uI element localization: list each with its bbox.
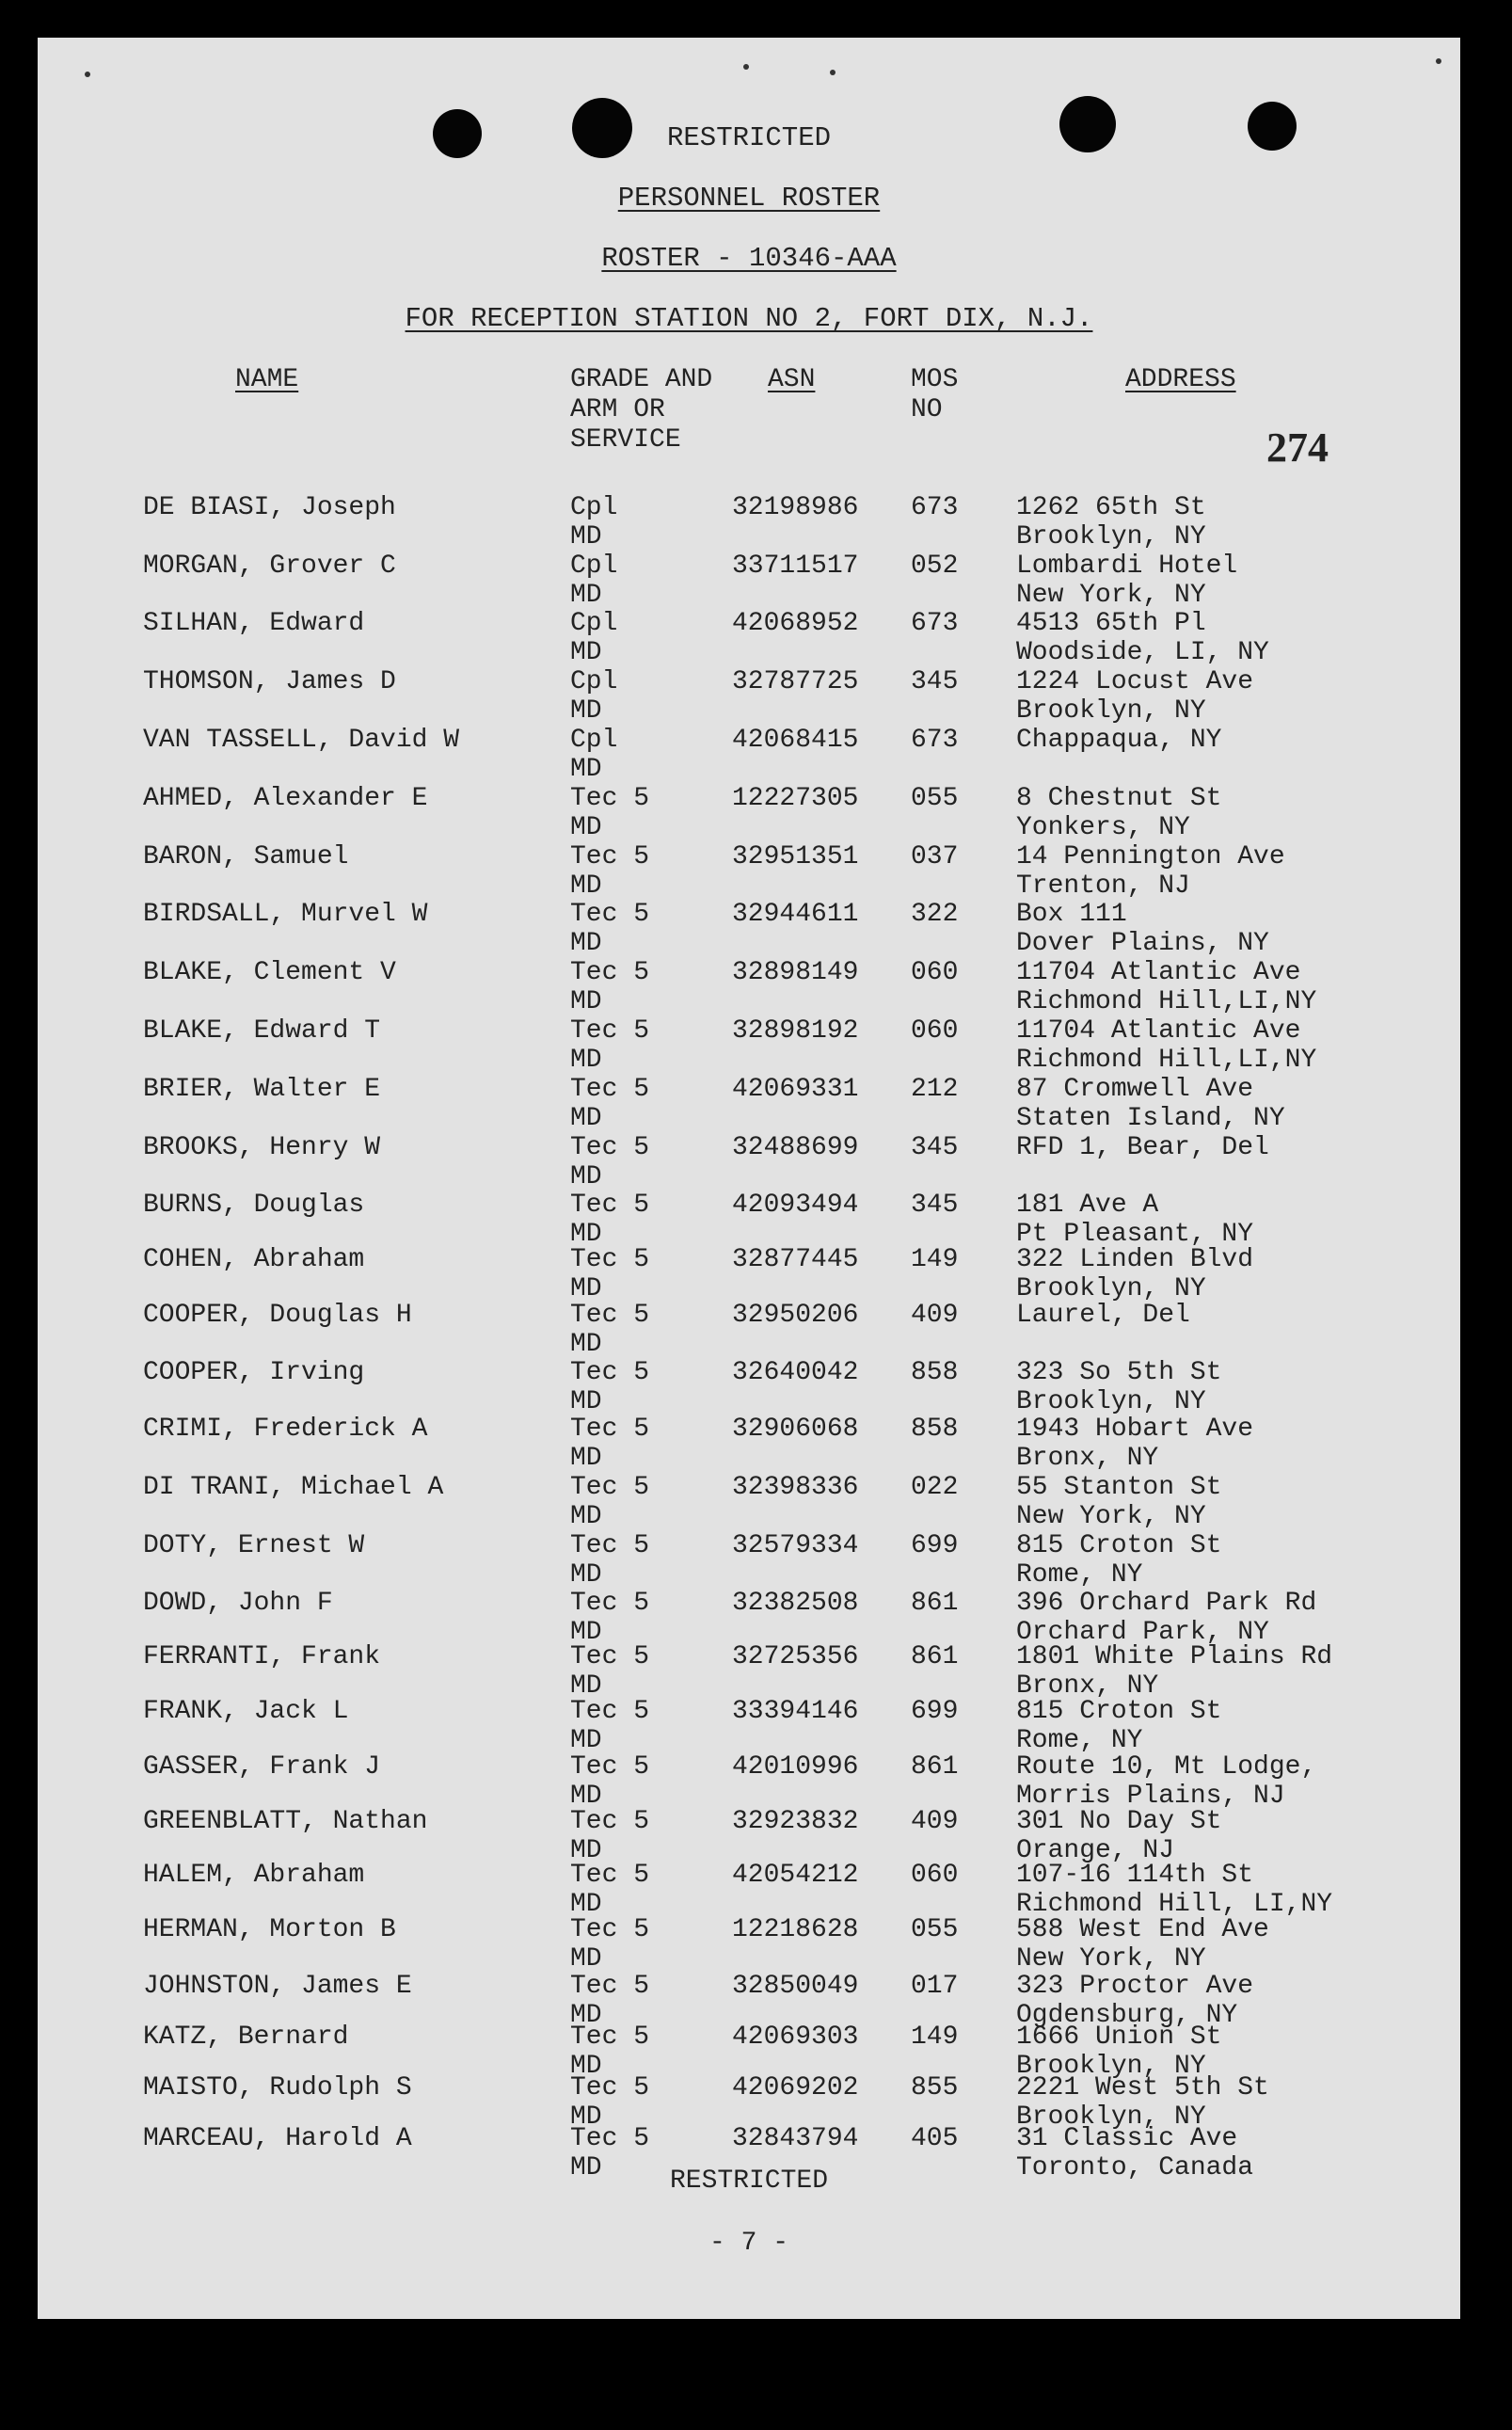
roster-address: 31 Classic Ave Toronto, Canada	[1016, 2124, 1254, 2182]
roster-grade: Cpl MD	[570, 493, 618, 552]
roster-name: BLAKE, Edward T	[143, 1016, 381, 1046]
roster-mos: 149	[911, 2022, 959, 2052]
roster-grade: Tec 5 MD	[570, 1016, 650, 1075]
roster-grade: Tec 5 MD	[570, 1245, 650, 1303]
roster-mos: 855	[911, 2073, 959, 2102]
roster-asn: 12227305	[732, 784, 859, 813]
roster-name: GASSER, Frank J	[143, 1752, 381, 1782]
roster-asn: 32944611	[732, 900, 859, 929]
roster-address: Box 111 Dover Plains, NY	[1016, 900, 1269, 958]
speck	[1436, 58, 1441, 64]
roster-row	[38, 2022, 1460, 2081]
roster-asn: 33394146	[732, 1697, 859, 1726]
roster-address: 4513 65th Pl Woodside, LI, NY	[1016, 609, 1269, 667]
roster-grade: Tec 5 MD	[570, 1589, 650, 1647]
roster-grade: Tec 5 MD	[570, 1191, 650, 1249]
roster-grade: Tec 5 MD	[570, 1301, 650, 1359]
roster-row	[38, 784, 1460, 842]
page-number: - 7 -	[708, 2229, 788, 2258]
roster-address: 588 West End Ave New York, NY	[1016, 1915, 1269, 1974]
column-header-name: NAME	[235, 365, 299, 394]
roster-row	[38, 1358, 1460, 1416]
roster-grade: Tec 5 MD	[570, 1358, 650, 1416]
roster-name: FERRANTI, Frank	[143, 1642, 381, 1671]
roster-mos: 409	[911, 1301, 959, 1330]
roster-asn: 32950206	[732, 1301, 859, 1330]
roster-name: JOHNSTON, James E	[143, 1972, 412, 2001]
roster-grade: Tec 5 MD	[570, 842, 650, 901]
roster-asn: 32898149	[732, 958, 859, 987]
roster-address: Lombardi Hotel New York, NY	[1016, 552, 1238, 610]
roster-grade: Tec 5 MD	[570, 1752, 650, 1811]
roster-mos: 861	[911, 1589, 959, 1618]
roster-name: BURNS, Douglas	[143, 1191, 365, 1220]
roster-row	[38, 1473, 1460, 1531]
roster-address: 1943 Hobart Ave Bronx, NY	[1016, 1415, 1254, 1473]
roster-row	[38, 958, 1460, 1016]
restricted-header: RESTRICTED	[666, 122, 832, 153]
roster-row	[38, 726, 1460, 784]
roster-grade: Tec 5 MD	[570, 1075, 650, 1133]
roster-address: 1801 White Plains Rd Bronx, NY	[1016, 1642, 1333, 1701]
roster-asn: 42069303	[732, 2022, 859, 2052]
roster-row	[38, 1301, 1460, 1359]
roster-asn: 33711517	[732, 552, 859, 581]
roster-grade: Tec 5 MD	[570, 1473, 650, 1531]
roster-name: MORGAN, Grover C	[143, 552, 396, 581]
roster-address: 8 Chestnut St Yonkers, NY	[1016, 784, 1222, 842]
roster-row	[38, 609, 1460, 667]
roster-row	[38, 1589, 1460, 1647]
roster-row	[38, 1915, 1460, 1974]
roster-mos: 037	[911, 842, 959, 871]
roster-name: THOMSON, James D	[143, 667, 396, 696]
roster-asn: 32877445	[732, 1245, 859, 1274]
roster-address: 11704 Atlantic Ave Richmond Hill,LI,NY	[1016, 958, 1317, 1016]
roster-mos: 060	[911, 1861, 959, 1890]
roster-address: 55 Stanton St New York, NY	[1016, 1473, 1222, 1531]
roster-mos: 345	[911, 1133, 959, 1162]
column-header-mos: MOS NO	[911, 365, 959, 424]
roster-grade: Cpl MD	[570, 552, 618, 610]
roster-mos: 017	[911, 1972, 959, 2001]
roster-mos: 858	[911, 1358, 959, 1387]
roster-name: KATZ, Bernard	[143, 2022, 349, 2052]
page-stamp: 274	[1266, 424, 1329, 471]
roster-asn: 42093494	[732, 1191, 859, 1220]
roster-address: 396 Orchard Park Rd Orchard Park, NY	[1016, 1589, 1317, 1647]
roster-name: SILHAN, Edward	[143, 609, 365, 638]
roster-asn: 32488699	[732, 1133, 859, 1162]
roster-mos: 673	[911, 493, 959, 522]
roster-mos: 055	[911, 784, 959, 813]
roster-grade: Tec 5 MD	[570, 1861, 650, 1919]
roster-mos: 052	[911, 552, 959, 581]
roster-mos: 060	[911, 1016, 959, 1046]
roster-mos: 858	[911, 1415, 959, 1444]
roster-mos: 409	[911, 1807, 959, 1836]
roster-asn: 32725356	[732, 1642, 859, 1671]
roster-asn: 42069331	[732, 1075, 859, 1104]
roster-mos: 345	[911, 667, 959, 696]
roster-row	[38, 1191, 1460, 1249]
roster-mos: 405	[911, 2124, 959, 2153]
roster-grade: Tec 5 MD	[570, 784, 650, 842]
roster-asn: 42068952	[732, 609, 859, 638]
roster-asn: 42010996	[732, 1752, 859, 1782]
roster-name: BRIER, Walter E	[143, 1075, 381, 1104]
roster-row	[38, 1133, 1460, 1191]
roster-row	[38, 842, 1460, 901]
roster-grade: Tec 5 MD	[570, 1972, 650, 2030]
roster-name: DE BIASI, Joseph	[143, 493, 396, 522]
roster-number: ROSTER - 10346-AAA	[601, 243, 897, 274]
roster-grade: Tec 5 MD	[570, 1697, 650, 1755]
roster-grade: Tec 5 MD	[570, 958, 650, 1016]
roster-address: 1666 Union St Brooklyn, NY	[1016, 2022, 1222, 2081]
roster-asn: 32398336	[732, 1473, 859, 1502]
roster-name: BLAKE, Clement V	[143, 958, 396, 987]
roster-mos: 322	[911, 900, 959, 929]
roster-row	[38, 1752, 1460, 1811]
roster-asn: 32906068	[732, 1415, 859, 1444]
roster-address: 14 Pennington Ave Trenton, NJ	[1016, 842, 1285, 901]
roster-row	[38, 2073, 1460, 2132]
roster-asn: 32898192	[732, 1016, 859, 1046]
roster-row	[38, 1642, 1460, 1701]
roster-address: 107-16 114th St Richmond Hill, LI,NY	[1016, 1861, 1333, 1919]
roster-asn: 32382508	[732, 1589, 859, 1618]
roster-page	[38, 38, 1460, 2319]
roster-name: VAN TASSELL, David W	[143, 726, 460, 755]
roster-asn: 32787725	[732, 667, 859, 696]
roster-row	[38, 552, 1460, 610]
roster-name: BIRDSALL, Murvel W	[143, 900, 428, 929]
roster-asn: 42068415	[732, 726, 859, 755]
roster-mos: 149	[911, 1245, 959, 1274]
roster-asn: 42054212	[732, 1861, 859, 1890]
roster-row	[38, 1807, 1460, 1865]
roster-row	[38, 667, 1460, 726]
roster-name: AHMED, Alexander E	[143, 784, 428, 813]
roster-grade: Tec 5 MD	[570, 1415, 650, 1473]
roster-asn: 32640042	[732, 1358, 859, 1387]
roster-name: GREENBLATT, Nathan	[143, 1807, 428, 1836]
roster-mos: 212	[911, 1075, 959, 1104]
roster-row	[38, 1075, 1460, 1133]
roster-grade: Cpl MD	[570, 667, 618, 726]
roster-asn: 32850049	[732, 1972, 859, 2001]
roster-asn: 12218628	[732, 1915, 859, 1944]
roster-mos: 345	[911, 1191, 959, 1220]
roster-mos: 861	[911, 1752, 959, 1782]
roster-asn: 32951351	[732, 842, 859, 871]
roster-name: MAISTO, Rudolph S	[143, 2073, 412, 2102]
roster-name: COHEN, Abraham	[143, 1245, 365, 1274]
roster-row	[38, 900, 1460, 958]
roster-name: BARON, Samuel	[143, 842, 349, 871]
roster-name: FRANK, Jack L	[143, 1697, 349, 1726]
roster-asn: 32843794	[732, 2124, 859, 2153]
roster-row	[38, 1531, 1460, 1590]
roster-grade: Tec 5 MD	[570, 1807, 650, 1865]
roster-address: 815 Croton St Rome, NY	[1016, 1697, 1222, 1755]
roster-name: HERMAN, Morton B	[143, 1915, 396, 1944]
roster-grade: Tec 5 MD	[570, 1642, 650, 1701]
roster-name: DOTY, Ernest W	[143, 1531, 365, 1560]
roster-mos: 673	[911, 609, 959, 638]
roster-name: HALEM, Abraham	[143, 1861, 365, 1890]
roster-address: 1224 Locust Ave Brooklyn, NY	[1016, 667, 1254, 726]
speck	[830, 70, 836, 75]
roster-name: DOWD, John F	[143, 1589, 333, 1618]
roster-grade: Tec 5 MD	[570, 1531, 650, 1590]
speck	[743, 64, 749, 70]
roster-address: Route 10, Mt Lodge, Morris Plains, NJ	[1016, 1752, 1317, 1811]
roster-row	[38, 1016, 1460, 1075]
column-header-asn: ASN	[768, 365, 816, 394]
roster-mos: 055	[911, 1915, 959, 1944]
roster-title: PERSONNEL ROSTER	[617, 183, 881, 214]
roster-row	[38, 1697, 1460, 1755]
roster-address: 301 No Day St Orange, NJ	[1016, 1807, 1222, 1865]
column-header-grade: GRADE AND ARM OR SERVICE	[570, 365, 713, 455]
roster-row	[38, 1972, 1460, 2030]
roster-grade: Tec 5 MD	[570, 2022, 650, 2081]
roster-name: CRIMI, Frederick A	[143, 1415, 428, 1444]
roster-row	[38, 1415, 1460, 1473]
roster-name: DI TRANI, Michael A	[143, 1473, 444, 1502]
roster-address: 2221 West 5th St Brooklyn, NY	[1016, 2073, 1269, 2132]
roster-grade: Cpl MD	[570, 726, 618, 784]
column-header-address: ADDRESS	[1125, 365, 1236, 394]
roster-grade: Tec 5 MD	[570, 2073, 650, 2132]
roster-address: 87 Cromwell Ave Staten Island, NY	[1016, 1075, 1285, 1133]
roster-row	[38, 493, 1460, 552]
roster-mos: 022	[911, 1473, 959, 1502]
roster-name: COOPER, Irving	[143, 1358, 365, 1387]
roster-address: 322 Linden Blvd Brooklyn, NY	[1016, 1245, 1254, 1303]
roster-name: BROOKS, Henry W	[143, 1133, 381, 1162]
roster-address: 815 Croton St Rome, NY	[1016, 1531, 1222, 1590]
roster-address: 181 Ave A Pt Pleasant, NY	[1016, 1191, 1254, 1249]
roster-grade: Tec 5 MD	[570, 900, 650, 958]
roster-row	[38, 1861, 1460, 1919]
roster-mos: 861	[911, 1642, 959, 1671]
roster-mos: 699	[911, 1531, 959, 1560]
roster-address: RFD 1, Bear, Del	[1016, 1133, 1269, 1162]
roster-asn: 32923832	[732, 1807, 859, 1836]
roster-row	[38, 1245, 1460, 1303]
roster-mos: 673	[911, 726, 959, 755]
roster-address: 11704 Atlantic Ave Richmond Hill,LI,NY	[1016, 1016, 1317, 1075]
roster-asn: 32198986	[732, 493, 859, 522]
roster-address: Chappaqua, NY	[1016, 726, 1222, 755]
restricted-footer: RESTRICTED	[669, 2166, 829, 2196]
roster-address: Laurel, Del	[1016, 1301, 1190, 1330]
roster-address: 323 So 5th St Brooklyn, NY	[1016, 1358, 1222, 1416]
roster-grade: Cpl MD	[570, 609, 618, 667]
roster-mos: 699	[911, 1697, 959, 1726]
roster-mos: 060	[911, 958, 959, 987]
station-line: FOR RECEPTION STATION NO 2, FORT DIX, N.J.	[405, 303, 1093, 334]
roster-name: MARCEAU, Harold A	[143, 2124, 412, 2153]
roster-address: 1262 65th St Brooklyn, NY	[1016, 493, 1206, 552]
roster-grade: Tec 5 MD	[570, 2124, 650, 2182]
roster-asn: 32579334	[732, 1531, 859, 1560]
roster-name: COOPER, Douglas H	[143, 1301, 412, 1330]
roster-address: 323 Proctor Ave Ogdensburg, NY	[1016, 1972, 1254, 2030]
roster-grade: Tec 5 MD	[570, 1133, 650, 1191]
roster-asn: 42069202	[732, 2073, 859, 2102]
speck	[85, 72, 90, 77]
roster-grade: Tec 5 MD	[570, 1915, 650, 1974]
